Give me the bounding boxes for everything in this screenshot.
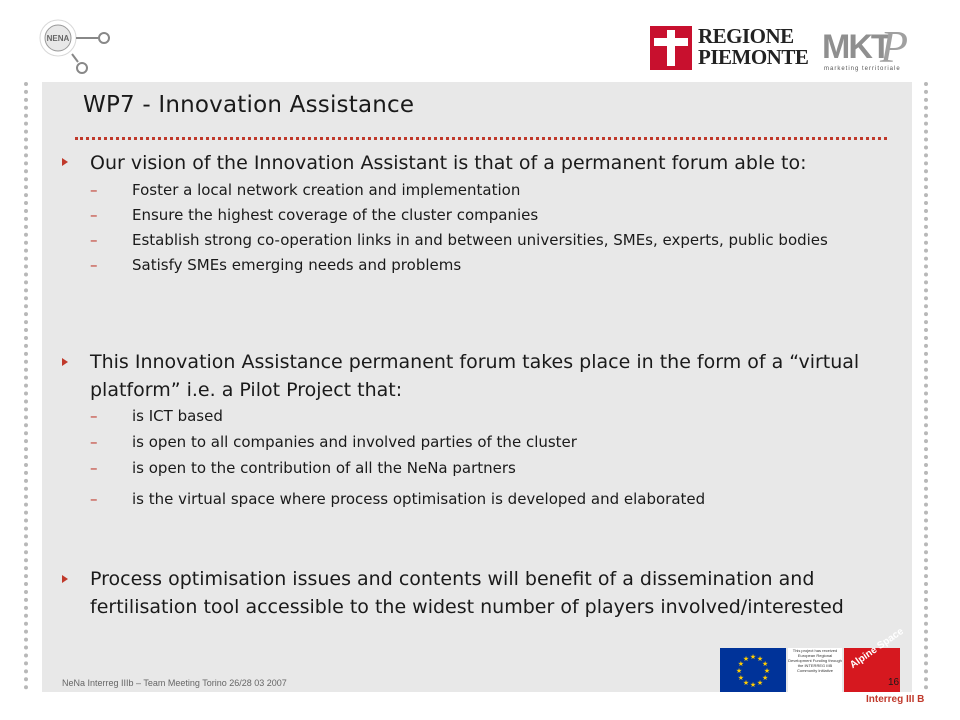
regione-piemonte-logo xyxy=(650,24,809,70)
dash-icon: – xyxy=(90,407,98,425)
eu-star-icon: ★ xyxy=(756,679,764,688)
bullet-3 xyxy=(62,565,862,621)
bullet-arrow-icon xyxy=(62,575,68,583)
bullet-arrow-icon xyxy=(62,358,68,366)
bullet-1-subitem-3: – Establish strong co-operation links in and between universities, SMEs, experts, public bodies xyxy=(90,231,828,249)
eu-flag-icon xyxy=(720,648,786,692)
regione-logo-line2: PIEMONTE xyxy=(698,45,809,69)
regione-logo-line1: REGIONE xyxy=(698,24,794,48)
alpine-space-text: Alpine Space xyxy=(848,625,906,672)
left-dotted-border xyxy=(24,82,28,690)
page-number: 16 xyxy=(888,677,900,688)
right-dotted-border xyxy=(924,82,928,690)
dash-icon: – xyxy=(90,256,98,274)
eu-star-icon: ★ xyxy=(742,679,750,688)
bullet-1-subitem-1: – Foster a local network creation and implementation xyxy=(90,181,521,199)
bullet-2-text: This Innovation Assistance permanent forum takes place in the form of a “virtual platform” i.e. a Pilot Project that: xyxy=(90,351,860,401)
eu-star-icon: ★ xyxy=(749,681,757,689)
piemonte-flag-icon xyxy=(650,26,692,70)
bullet-2-subitem-3: – is open to the contribution of all the NeNa partners xyxy=(90,459,516,477)
bullet-2-subitem-1: – is ICT based xyxy=(90,407,223,425)
eu-star-icon: ★ xyxy=(737,660,745,668)
bullet-arrow-icon xyxy=(62,158,68,166)
bullet-1 xyxy=(62,152,862,274)
mkt-logo-subtitle: marketing territoriale xyxy=(824,66,901,72)
eu-star-icon: ★ xyxy=(735,667,743,675)
interreg-text: Interreg III B xyxy=(866,694,925,705)
footer-text: NeNa Interreg IIIb – Team Meeting Torino 26/28 03 2007 xyxy=(62,678,287,688)
dash-icon: – xyxy=(90,206,98,224)
bullet-1-text: Our vision of the Innovation Assistant is that of a permanent forum able to: xyxy=(90,152,807,174)
bullet-2-subitem-4: – is the virtual space where process optimisation is developed and elaborated xyxy=(90,486,862,512)
eu-star-icon: ★ xyxy=(761,674,769,682)
bullet-1-subitem-2: – Ensure the highest coverage of the cluster companies xyxy=(90,206,539,224)
mkt-logo-p: P xyxy=(880,21,909,72)
bullet-2-subitem-2: – is open to all companies and involved parties of the cluster xyxy=(90,433,577,451)
nena-logo-text: NENA xyxy=(46,34,70,43)
dash-icon: – xyxy=(90,231,98,249)
eu-star-icon: ★ xyxy=(756,654,764,663)
bullet-2 xyxy=(62,348,862,512)
alpine-space-logo xyxy=(844,625,928,708)
dash-icon: – xyxy=(90,490,98,508)
title-divider xyxy=(75,137,887,140)
dash-icon: – xyxy=(90,181,98,199)
slide-title: WP7 - Innovation Assistance xyxy=(83,92,415,118)
mkt-logo-text: MKT xyxy=(822,28,890,66)
eu-funding-note: This project has received European Regional Development Funding through the INTERREG IIIB Community Initiative xyxy=(788,648,842,692)
mkt-logo xyxy=(822,21,922,76)
bullet-3-text: Process optimisation issues and contents will benefit of a dissemination and fertilisation tool accessible to the widest number of players involved/interested xyxy=(90,568,844,618)
eu-star-icon: ★ xyxy=(749,653,757,661)
eu-star-icon: ★ xyxy=(742,654,750,663)
nena-logo xyxy=(38,12,128,78)
bullet-1-subitem-4: – Satisfy SMEs emerging needs and problems xyxy=(90,256,462,274)
eu-star-icon: ★ xyxy=(761,660,769,668)
dash-icon: – xyxy=(90,459,98,477)
eu-star-icon: ★ xyxy=(763,667,771,675)
eu-star-icon: ★ xyxy=(737,674,745,682)
dash-icon: – xyxy=(90,433,98,451)
